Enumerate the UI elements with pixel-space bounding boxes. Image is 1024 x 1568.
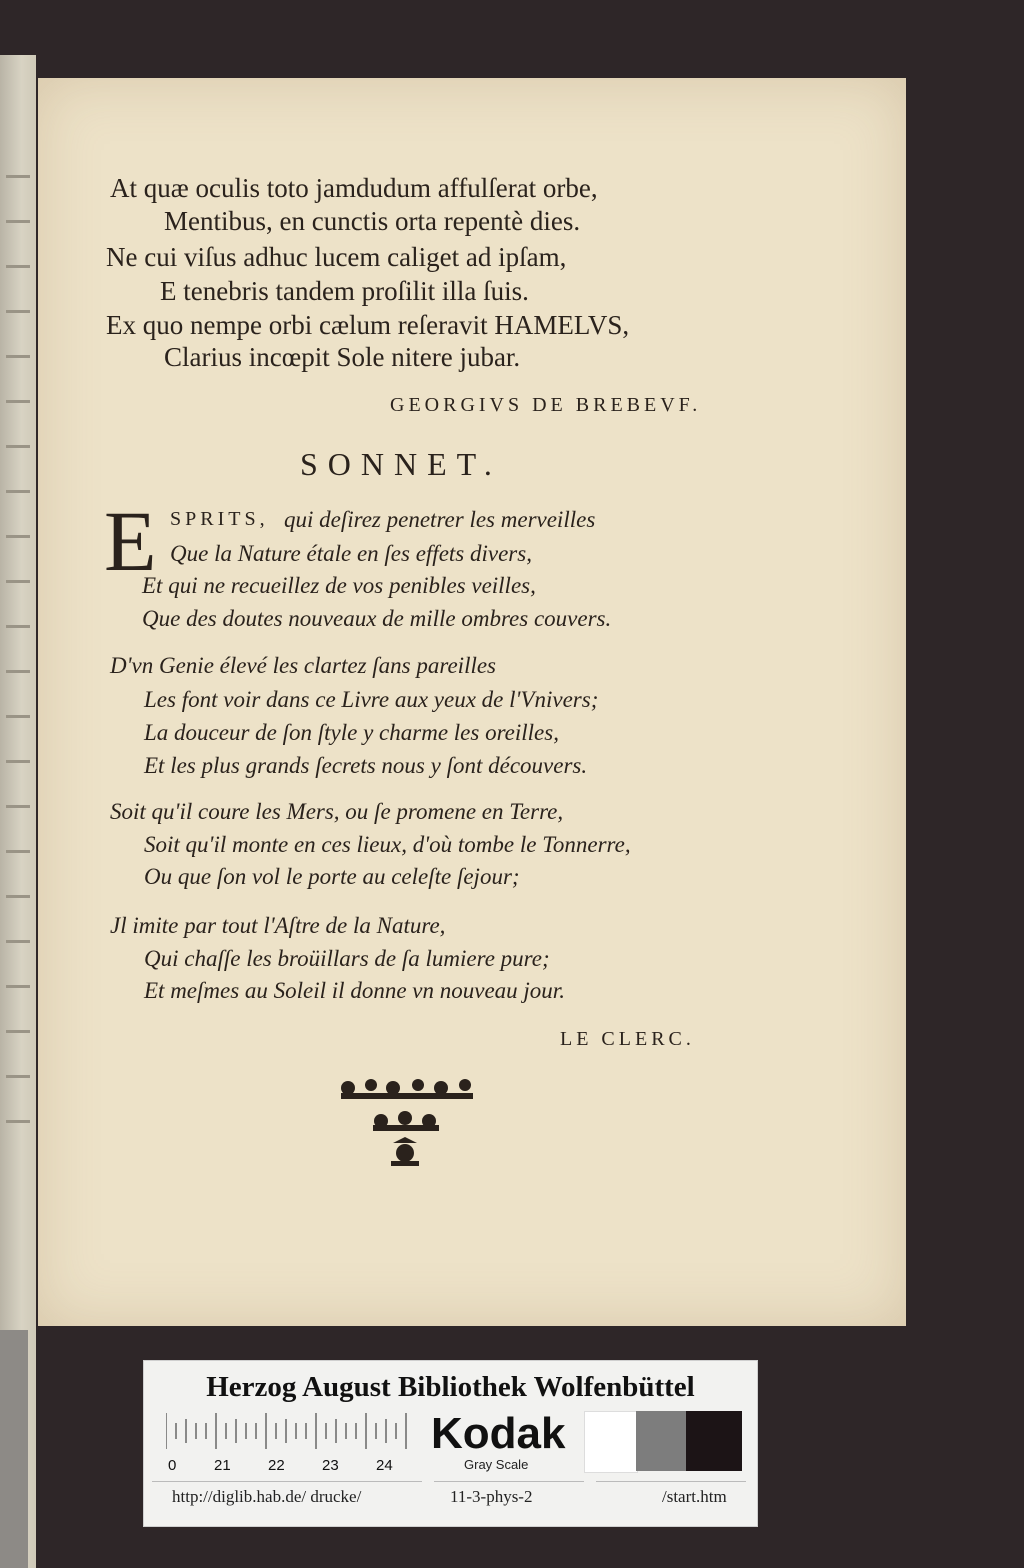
latin-author: GEORGIVS DE BREBEVF. [390, 394, 702, 416]
strip-mark [6, 985, 30, 988]
ornament-row-3 [391, 1137, 419, 1166]
swatch-white [584, 1411, 638, 1473]
book-page [38, 78, 906, 1326]
strip-mark [6, 220, 30, 223]
latin-line-4: E tenebris tandem proſilit illa ſuis. [160, 276, 529, 306]
sonnet-line-11: Ou que ſon vol le porte au celeſte ſejour; [144, 864, 520, 889]
ornament-row-1 [341, 1079, 473, 1099]
sonnet-line-10: Soit qu'il monte en ces lieux, d'où tombe le Tonnerre, [144, 832, 631, 857]
strip-mark [6, 895, 30, 898]
url-part-3: /start.htm [662, 1487, 727, 1506]
strip-mark [6, 400, 30, 403]
swatch-black [686, 1411, 742, 1471]
scan-margin [0, 1330, 28, 1568]
strip-mark [6, 670, 30, 673]
sonnet-author: LE CLERC. [560, 1028, 695, 1050]
latin-line-5: Ex quo nempe orbi cælum reſeravit HAMELVS, [106, 310, 630, 340]
strip-mark [6, 310, 30, 313]
latin-line-2: Mentibus, en cunctis orta repentè dies. [164, 206, 581, 236]
strip-mark [6, 625, 30, 628]
sonnet-first-word: SPRITS, [170, 508, 269, 530]
latin-line-1: At quæ oculis toto jamdudum affulſerat orbe, [110, 173, 598, 203]
strip-mark [6, 175, 30, 178]
url-part-1: http://diglib.hab.de/ drucke/ [172, 1487, 362, 1506]
ornament-row-2 [373, 1111, 439, 1131]
gray-scale-label: Gray Scale [464, 1457, 529, 1472]
drop-cap: E [104, 493, 157, 589]
sonnet-line-2: Que la Nature étale en ſes effets divers, [170, 541, 532, 566]
sonnet-line-14: Et meſmes au Soleil il donne vn nouveau jour. [144, 978, 565, 1003]
sonnet-line-3: Et qui ne recueillez de vos penibles veilles, [142, 573, 536, 598]
library-label-card [143, 1360, 758, 1527]
sonnet-title: SONNET. [300, 446, 502, 482]
scale-number-23: 23 [322, 1457, 339, 1474]
strip-mark [6, 1030, 30, 1033]
strip-mark [6, 850, 30, 853]
sonnet-line-9: Soit qu'il coure les Mers, ou ſe promene en Terre, [110, 799, 564, 824]
sonnet-line-13: Qui chaſſe les broüillars de ſa lumiere pure; [144, 946, 550, 971]
strip-mark [6, 535, 30, 538]
strip-mark [6, 355, 30, 358]
sonnet-line-4: Que des doutes nouveaux de mille ombres couvers. [142, 606, 612, 631]
fleuron-ornament [333, 1073, 483, 1178]
strip-mark [6, 580, 30, 583]
ruler-scale [166, 1413, 411, 1453]
sonnet-line-12: Jl imite par tout l'Aſtre de la Nature, [110, 913, 446, 938]
latin-line-3: Ne cui viſus adhuc lucem caliget ad ipſam, [106, 242, 567, 272]
sonnet-line-6: Les font voir dans ce Livre aux yeux de l'Vnivers; [144, 687, 599, 712]
url-part-2: 11-3-phys-2 [450, 1487, 533, 1506]
scale-number-24: 24 [376, 1457, 393, 1474]
strip-mark [6, 445, 30, 448]
sonnet-line-7: La douceur de ſon ſtyle y charme les oreilles, [144, 720, 559, 745]
strip-mark [6, 490, 30, 493]
scale-number-0: 0 [168, 1457, 177, 1474]
sonnet-line-5: D'vn Genie élevé les clartez ſans pareilles [110, 653, 497, 678]
strip-mark [6, 940, 30, 943]
swatch-gray [636, 1411, 686, 1471]
strip-mark [6, 760, 30, 763]
strip-mark [6, 805, 30, 808]
library-name: Herzog August Bibliothek Wolfenbüttel [206, 1371, 695, 1403]
strip-mark [6, 715, 30, 718]
scale-number-21: 21 [214, 1457, 231, 1474]
strip-mark [6, 265, 30, 268]
strip-mark [6, 1120, 30, 1123]
latin-line-6: Clarius incœpit Sole nitere jubar. [164, 342, 521, 372]
sonnet-line-8: Et les plus grands ſecrets nous y ſont découvers. [144, 753, 588, 778]
scale-number-22: 22 [268, 1457, 285, 1474]
sonnet-line-1: qui deſirez penetrer les merveilles [284, 507, 596, 532]
strip-mark [6, 1075, 30, 1078]
kodak-logo: Kodak [431, 1409, 566, 1458]
